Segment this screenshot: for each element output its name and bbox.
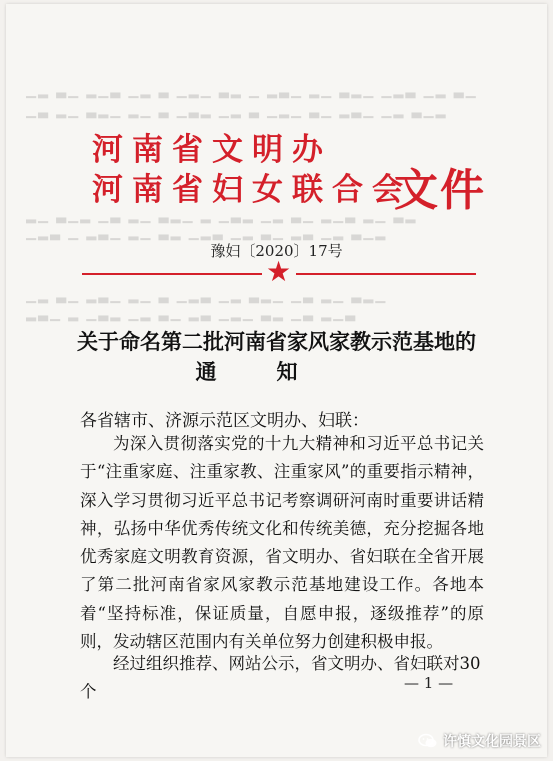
bleed-through-text: ▁▃ ▂▁ ▃▂▁ ▂▁ ▃ ▁▃▂ ▁▂ ▃ ▁▂▁ ▃▁ ▂▃▁ ▁▂ ▃▁▂ xyxy=(26,104,448,119)
red-divider-left xyxy=(82,273,262,275)
body-paragraph: 为深入贯彻落实党的十九大精神和习近平总书记关于“注重家庭、注重家教、注重家风”的重要指示精神，深入学习贯彻习近平总书记考察调研河南时重要讲话精神，弘扬中华优秀传统文化和传统美德，充分挖掘各地优秀家庭文明教育资源，省文明办、省妇联在全省开展了第二批河南省家风家教示范基地建设工作。各地本着“坚持标准，保证质量，自愿申报，逐级推荐”的原则，发动辖区范围内有关单位努力创建积极申报。 xyxy=(80,434,484,652)
document-page xyxy=(6,4,547,757)
watermark xyxy=(418,731,541,751)
document-type-label: 文件 xyxy=(394,165,486,216)
bleed-through-text: ▁▂ ▃▁ ▂▃▁ ▂▁ ▃ ▁▂▃ ▁▂ ▃▂▁ ▁▃ ▂▁ ▃▂▁ xyxy=(26,289,388,304)
wechat-icon xyxy=(418,733,438,749)
page-number: — 1 — xyxy=(404,674,454,692)
bleed-through-text: ▁▂ ▃▁ ▂▁▃ ▁▂ ▃ ▁▂▁ ▃▂ ▁ ▂▃▁ ▂▁ ▃▂▁ ▁▂▃ ▁▂ ▃▁ xyxy=(26,84,478,99)
document-number: 豫妇〔2020〕17号 xyxy=(210,242,343,260)
body-paragraph: 经过组织推荐、网站公示，省文明办、省妇联对30个 xyxy=(80,654,481,701)
red-divider-right xyxy=(296,273,476,275)
issuer-name-1: 河南省文明办 xyxy=(92,132,332,168)
bleed-through-text: ▁▂▃ ▁ ▂▃▁ ▂▁ ▃▂ ▁▂▃ ▁▂ ▃▁ ▂▃ ▁▂ ▃▁▂ xyxy=(26,226,388,241)
issuer-name-2: 河南省妇女联合会 xyxy=(92,172,412,208)
notice-title-line-2: 通知 xyxy=(195,360,358,384)
salutation: 各省辖市、济源示范区文明办、妇联： xyxy=(80,411,369,431)
bleed-through-text: ▂▃▁ ▂ ▁▃▂ ▁▂ ▃▁ ▂▃ ▁▂▁ ▃▂ ▁▃ ▂▁▃ xyxy=(26,307,358,322)
notice-title-line-1: 关于命名第二批河南省家风家教示范基地的 xyxy=(77,330,476,354)
star-icon: ★ xyxy=(266,255,292,288)
bleed-through-text: ▂▁ ▃▁▂ ▁▃ ▂▁ ▃▂▁ ▂ ▁▃▂ ▁▂ ▃▁ ▂▁▃ ▂▁ ▃▂ xyxy=(26,209,418,224)
watermark-text: 许慎文化园景区 xyxy=(443,734,541,750)
